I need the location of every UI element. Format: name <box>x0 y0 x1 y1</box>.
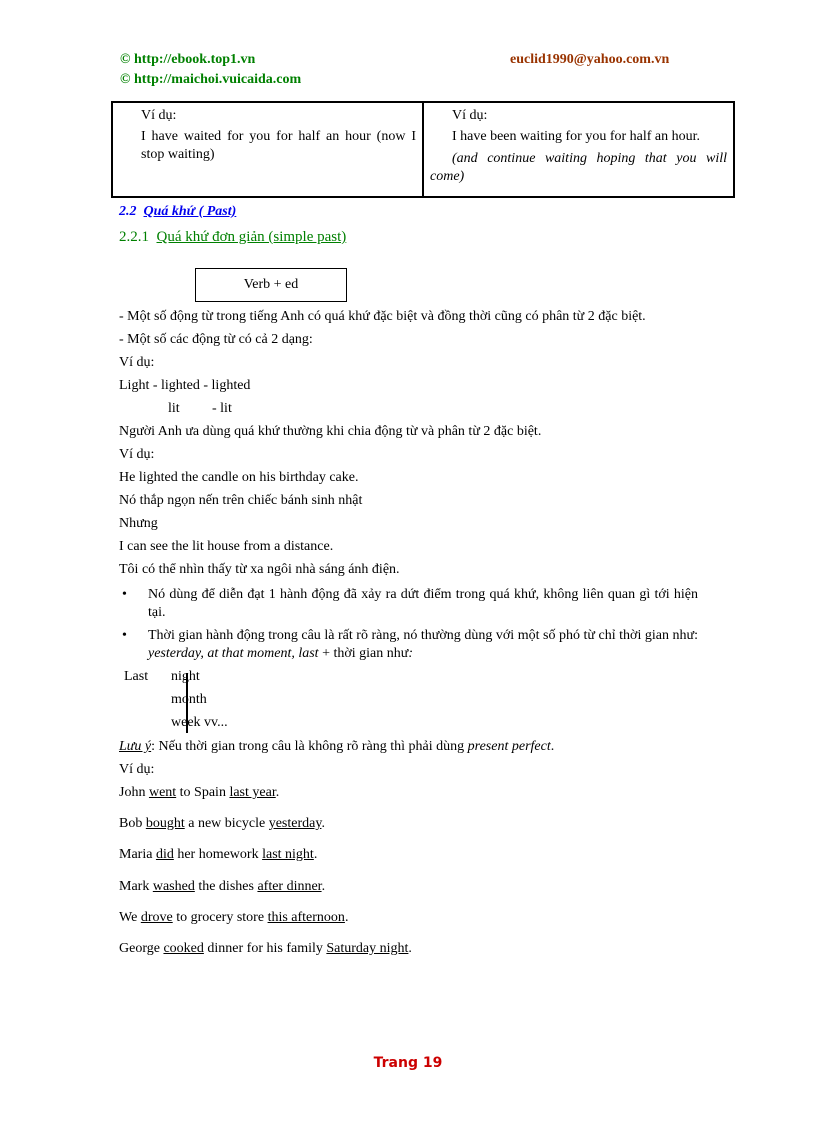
ex-end: . <box>321 879 326 894</box>
last-option-month: month <box>171 692 207 707</box>
text-line: Nó thắp ngọn nến trên chiếc bánh sinh nhật <box>119 493 363 508</box>
text-line-lit2: - lit <box>212 401 232 416</box>
cell-right-label: Ví dụ: <box>452 108 488 123</box>
ex-time: this afternoon <box>267 910 345 925</box>
ex-time: last night <box>262 847 314 862</box>
section-title[interactable]: Quá khứ ( Past) <box>143 204 237 219</box>
note-text: : Nếu thời gian trong câu là không rõ ràng thì phải dùng <box>151 739 468 754</box>
ex-subject: Bob <box>119 816 146 831</box>
comparison-table <box>111 101 735 198</box>
ex-verb: went <box>148 785 177 800</box>
ex-time: last year <box>229 785 276 800</box>
ex-time: Saturday night <box>326 941 409 956</box>
subsection-title[interactable]: Quá khứ đơn giản (simple past) <box>156 229 347 245</box>
text-line: Tôi có thể nhìn thấy từ xa ngôi nhà sáng ánh điện. <box>119 562 400 577</box>
formula-text: Verb + ed <box>243 277 299 292</box>
subsection-heading <box>119 229 346 246</box>
example-sentence <box>119 785 279 801</box>
text-line: - Một số động từ trong tiếng Anh có quá khứ đặc biệt và đồng thời cũng có phân từ 2 đặc biệt. <box>119 309 646 324</box>
bullet-dot: • <box>122 628 127 643</box>
section-heading <box>119 204 236 220</box>
ex-verb: cooked <box>163 941 204 956</box>
ex-verb: bought <box>145 816 185 831</box>
note-end: . <box>550 739 555 754</box>
ex-middle: her homework <box>173 847 263 862</box>
ex-subject: John <box>119 785 149 800</box>
text-line: Người Anh ưa dùng quá khứ thường khi chia động từ và phân từ 2 đặc biệt. <box>119 424 542 439</box>
table-cell-left <box>112 102 423 197</box>
note-line <box>119 739 554 755</box>
note-label: Lưu ý <box>119 739 152 754</box>
text-line: Ví dụ: <box>119 447 155 462</box>
example-sentence <box>119 910 348 926</box>
example-sentence <box>119 816 325 832</box>
section-number: 2.2 <box>119 204 137 219</box>
ex-verb: drove <box>140 910 173 925</box>
bullet-2-pre: Thời gian hành động trong câu là rất rõ ràng, nó thường dùng với một số phó từ chỉ thời gian như: <box>148 628 698 643</box>
page-number: Trang 19 <box>373 1055 443 1071</box>
ex-middle: to grocery store <box>172 910 268 925</box>
text-line-lit: lit <box>168 401 180 416</box>
ex-end: . <box>344 910 349 925</box>
header-email[interactable]: euclid1990@yahoo.com.vn <box>510 52 670 67</box>
subsection-number: 2.2.1 <box>119 229 149 245</box>
ex-time: yesterday <box>268 816 322 831</box>
last-option-night: night <box>171 669 200 684</box>
bullet-text-1: Nó dùng để diễn đạt 1 hành động đã xảy ra dứt điểm trong quá khứ, không liên quan gì tới hiện tại. <box>148 587 698 620</box>
last-word: Last <box>124 669 149 684</box>
text-line: I can see the lit house from a distance. <box>119 539 334 554</box>
text-line: Nhưng <box>119 516 158 531</box>
header-link-maichoi[interactable]: © http://maichoi.vuicaida.com <box>120 72 302 87</box>
ex-verb: did <box>155 847 174 862</box>
text-line: - Một số các động từ có cả 2 dạng: <box>119 332 313 347</box>
example-sentence <box>119 847 317 863</box>
last-option-week: week vv... <box>171 715 228 730</box>
table-cell-right <box>423 102 734 197</box>
ex-middle: to Spain <box>176 785 230 800</box>
ex-subject: George <box>119 941 164 956</box>
note-italic: present perfect <box>467 739 551 754</box>
cell-left-label: Ví dụ: <box>141 108 177 123</box>
cell-right-note: (and continue waiting hoping that you will come) <box>430 151 727 184</box>
ex-middle: a new bicycle <box>184 816 269 831</box>
ex-subject: Mark <box>119 879 153 894</box>
ex-end: . <box>408 941 412 956</box>
ex-middle: dinner for his family <box>203 941 327 956</box>
bullet-dot: • <box>122 587 127 602</box>
cell-left-text: I have waited for you for half an hour (now I stop waiting) <box>141 129 416 162</box>
bullet-text-2 <box>148 627 698 663</box>
ex-end: . <box>275 785 280 800</box>
examples-label: Ví dụ: <box>119 762 155 777</box>
bullet-2-italic: yesterday, at that moment, last <box>148 646 319 661</box>
bullet-2-post: + thời gian như <box>318 646 409 661</box>
text-line: Ví dụ: <box>119 355 155 370</box>
ex-middle: the dishes <box>194 879 258 894</box>
example-sentence <box>119 941 412 957</box>
ex-verb: washed <box>152 879 195 894</box>
ex-time: after dinner <box>257 879 322 894</box>
ex-end: . <box>313 847 318 862</box>
ex-end: . <box>321 816 325 831</box>
example-sentence <box>119 879 325 895</box>
text-line: He lighted the candle on his birthday cake. <box>119 470 359 485</box>
ex-subject: Maria <box>119 847 156 862</box>
ex-subject: We <box>119 910 141 925</box>
header-link-ebook[interactable]: © http://ebook.top1.vn <box>120 52 256 67</box>
formula-box <box>195 268 347 302</box>
cell-right-text: I have been waiting for you for half an hour. <box>452 129 701 144</box>
bullet-2-colon: : <box>408 646 414 661</box>
text-line: Light - lighted - lighted <box>119 378 251 393</box>
